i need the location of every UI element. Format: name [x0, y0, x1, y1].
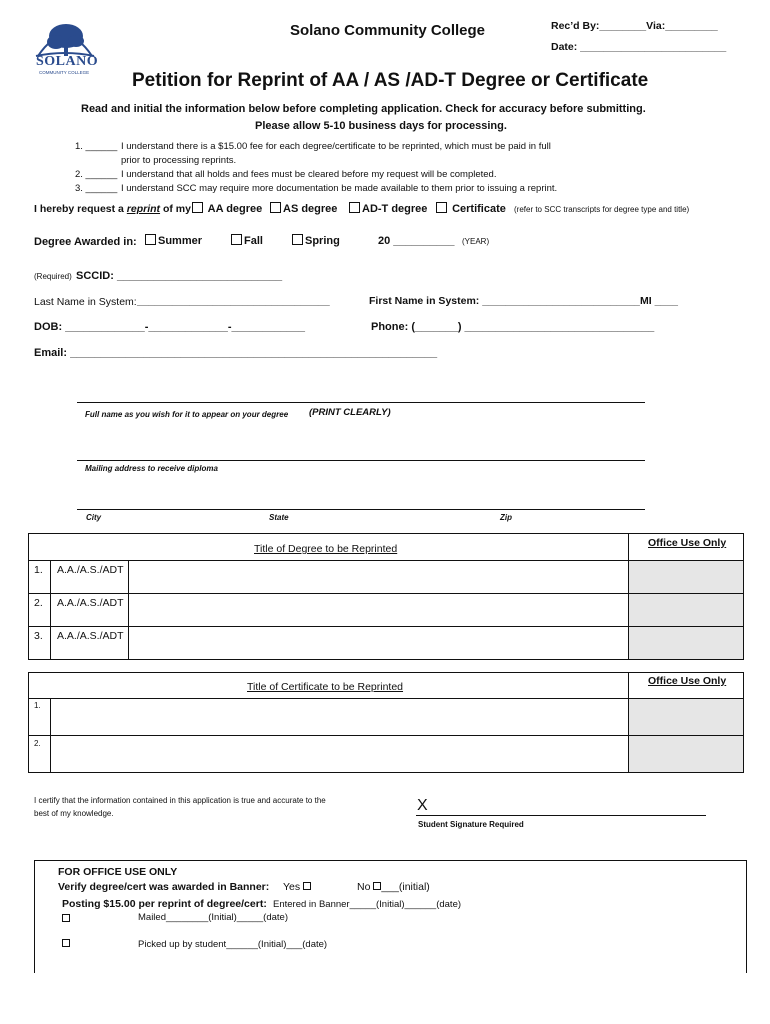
certificate-label: Certificate [452, 203, 506, 215]
degree-table-title: Title of Degree to be Reprinted [254, 543, 398, 555]
date-field[interactable]: Date: _________________________ [551, 41, 727, 53]
request-prefix: I hereby request a [34, 203, 124, 215]
cert-title-input-2[interactable] [51, 736, 627, 772]
college-name: Solano Community College [290, 22, 486, 39]
last-name-label: Last Name in System: [34, 296, 137, 308]
degree-office-use: Office Use Only [648, 537, 727, 549]
entered-banner-field[interactable]: Entered in Banner_____(Initial)______(date) [273, 899, 462, 910]
summer-option[interactable] [145, 234, 202, 247]
cert-row-1-num: 1. [34, 701, 41, 710]
mailed-checkbox[interactable] [62, 914, 70, 922]
cert-office-use: Office Use Only [648, 675, 727, 687]
certify-line1: I certify that the information contained in this application is true and accurate to the [34, 796, 326, 805]
degree-title-input-3[interactable] [129, 627, 627, 659]
fall-checkbox[interactable] [231, 234, 242, 245]
fall-option[interactable] [231, 234, 263, 247]
signature-line[interactable] [416, 815, 706, 816]
cert-row-2-num: 2. [34, 739, 41, 748]
request-line [34, 203, 191, 215]
first-name-field[interactable]: First Name in System: ___________________________ [369, 295, 640, 307]
degree-row-3-num: 3. [34, 630, 43, 642]
item-1-initial[interactable]: 1. ______ [75, 141, 118, 152]
recd-by-field[interactable]: Rec’d By:________Via:_________ [551, 20, 718, 32]
item-2-initial[interactable]: 2. ______ [75, 169, 118, 180]
degree-row-3-type: A.A./A.S./ADT [57, 630, 124, 642]
fall-label: Fall [244, 235, 263, 247]
zip-label: Zip [500, 513, 512, 522]
office-box-title: FOR OFFICE USE ONLY [58, 866, 178, 878]
page-title: Petition for Reprint of AA / AS /AD-T Degree or Certificate [132, 70, 649, 91]
logo-subtext: COMMUNITY COLLEGE [39, 70, 90, 75]
certificate-option[interactable] [436, 202, 506, 215]
verify-yes-label: Yes [283, 881, 301, 893]
sccid-field[interactable]: SCCID: ___________________________ [76, 270, 283, 282]
logo-text: SOLANO [36, 54, 99, 69]
request-of-my: of my [162, 203, 191, 215]
city-state-zip-line[interactable] [77, 509, 645, 510]
verify-label: Verify degree/cert was awarded in Banner: [58, 881, 270, 893]
instructions-line1: Read and initial the information below before completing application. Check for accuracy before submitting. [81, 103, 646, 115]
awarded-label: Degree Awarded in: [34, 236, 137, 248]
degree-row-2-type: A.A./A.S./ADT [57, 597, 124, 609]
adt-degree-label: AD-T degree [362, 203, 428, 215]
mailed-field[interactable]: Mailed________(Initial)_____(date) [138, 912, 288, 923]
item-2-text: I understand that all holds and fees must be cleared before my request will be completed. [121, 169, 497, 180]
cert-table-title: Title of Certificate to be Reprinted [247, 681, 404, 693]
verify-no-label: No [357, 881, 371, 893]
picked-up-checkbox[interactable] [62, 939, 70, 947]
degree-row-1-type: A.A./A.S./ADT [57, 564, 124, 576]
adt-degree-option[interactable] [349, 202, 427, 215]
signature-x: X [417, 797, 428, 814]
verify-yes-checkbox[interactable] [303, 882, 311, 890]
college-logo [34, 16, 99, 78]
item-3-text: I understand SCC may require more documentation be made available to them prior to issuing a reprint. [121, 183, 558, 194]
item-1-cont: prior to processing reprints. [121, 155, 237, 166]
degree-title-input-2[interactable] [129, 594, 627, 625]
mailing-line[interactable] [77, 460, 645, 461]
degree-title-input-1[interactable] [129, 561, 627, 592]
verify-no-initial[interactable]: ___(initial) [381, 881, 430, 893]
summer-label: Summer [158, 235, 203, 247]
spring-label: Spring [305, 235, 340, 247]
email-field[interactable]: Email: ____________________________________________________________ [34, 347, 438, 359]
year-label: (YEAR) [462, 237, 490, 246]
degree-row-2-num: 2. [34, 597, 43, 609]
spring-checkbox[interactable] [292, 234, 303, 245]
as-degree-checkbox[interactable] [270, 202, 281, 213]
year-field[interactable]: 20 __________ [378, 235, 455, 247]
posting-label: Posting $15.00 per reprint of degree/cert: [62, 898, 267, 910]
item-1-text: I understand there is a $15.00 fee for each degree/certificate to be reprinted, which must be paid in full [121, 141, 551, 152]
state-label: State [269, 513, 289, 522]
aa-degree-checkbox[interactable] [192, 202, 203, 213]
city-label: City [86, 513, 102, 522]
aa-degree-option[interactable] [192, 202, 262, 215]
mailing-label: Mailing address to receive diploma [85, 464, 218, 473]
certify-line2: best of my knowledge. [34, 809, 114, 818]
fullname-line[interactable] [77, 402, 645, 403]
request-note: (refer to SCC transcripts for degree type and title) [514, 205, 690, 214]
adt-degree-checkbox[interactable] [349, 202, 360, 213]
as-degree-option[interactable] [270, 202, 337, 215]
spring-option[interactable] [292, 234, 340, 247]
instructions-line2: Please allow 5-10 business days for processing. [255, 120, 507, 132]
fullname-label: Full name as you wish for it to appear on your degree [85, 410, 289, 419]
phone-field[interactable]: Phone: (_______) _______________________________ [371, 321, 655, 333]
item-3-initial[interactable]: 3. ______ [75, 183, 118, 194]
as-degree-label: AS degree [283, 203, 338, 215]
verify-yes[interactable] [283, 881, 311, 893]
degree-row-1-num: 1. [34, 564, 43, 576]
request-reprint: reprint [126, 203, 161, 215]
print-clearly-label: (PRINT CLEARLY) [309, 407, 391, 418]
dob-field[interactable]: DOB: _____________-_____________-____________ [34, 321, 305, 333]
summer-checkbox[interactable] [145, 234, 156, 245]
aa-degree-label: AA degree [207, 203, 263, 215]
signature-label: Student Signature Required [418, 820, 524, 829]
last-name-field[interactable]: _________________________________ [137, 295, 330, 307]
cert-title-input-1[interactable] [51, 699, 627, 734]
required-label: (Required) [34, 272, 72, 281]
verify-no[interactable] [357, 881, 430, 893]
certificate-checkbox[interactable] [436, 202, 447, 213]
picked-up-field[interactable]: Picked up by student______(Initial)___(date) [138, 939, 328, 950]
mi-field[interactable]: MI ____ [640, 295, 678, 307]
